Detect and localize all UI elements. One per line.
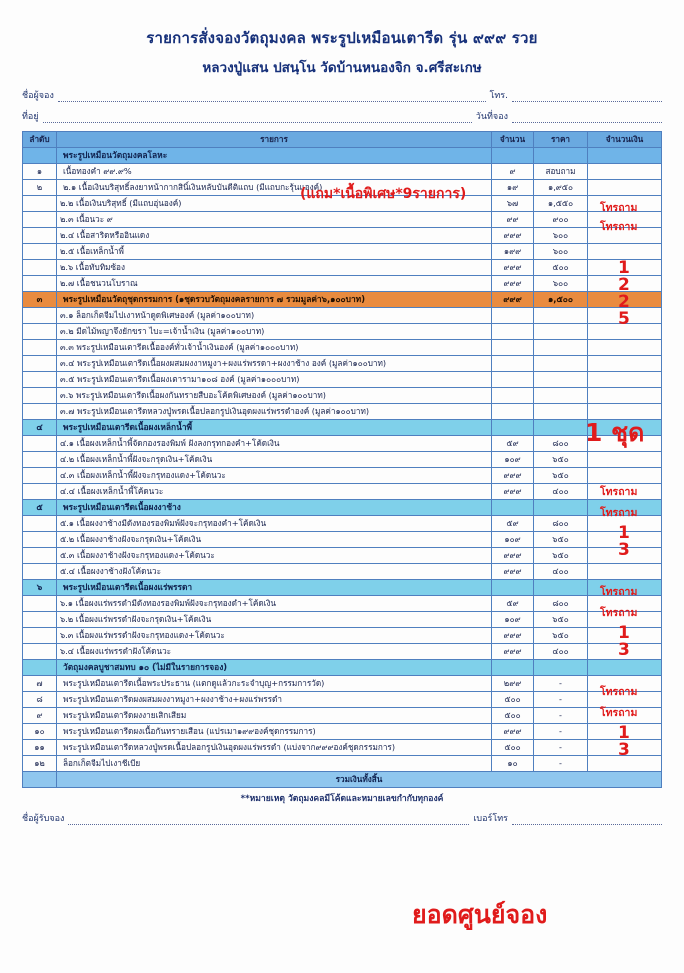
table-row <box>23 676 662 692</box>
row-qty <box>492 404 534 420</box>
row-qty: ๙๙๙ <box>492 564 534 580</box>
row-no <box>23 148 57 164</box>
row-item: ๓.๕ พระรูปเหมือนเตารีดเนื้อผงเตารามา๑๐๘ องค์ (มูลค่า๑๐๐๐บาท) <box>57 372 492 388</box>
order-table <box>22 131 662 788</box>
row-price: สอบถาม <box>534 164 588 180</box>
row-qty: ๙๙๙ <box>492 260 534 276</box>
row-qty <box>492 356 534 372</box>
row-amount[interactable] <box>588 740 662 756</box>
row-amount[interactable] <box>588 612 662 628</box>
table-row <box>23 452 662 468</box>
row-price: ๑,๕๕๐ <box>534 196 588 212</box>
row-item: ๒.๕ เนื้อเหล็กน้ำพี้ <box>57 244 492 260</box>
call-annotation-2: โทรถาม <box>600 221 638 233</box>
row-price: ๘๐๐ <box>534 596 588 612</box>
row-item: ๓.๔ พระรูปเหมือนเตารีดเนื้อผงผสมผงงาหมูงา+ผงแร่พรรดา+ผงงาช้าง องค์ (มูลค่า๑๐๐บาท) <box>57 356 492 372</box>
row-item: ๕.๑ เนื้อผงงาช้างมีดังทองรองพิมพ์ฝังจะกรุทองคำ+โค้ดเงิน <box>57 516 492 532</box>
row-item: ๓.๖ พระรูปเหมือนเตารีดเนื้อผงกันทรายสืบอะโค้ดพิเศษองค์ (มูลค่า๑๐๐บาท) <box>57 388 492 404</box>
row-price: - <box>534 692 588 708</box>
row-no <box>23 196 57 212</box>
row-no <box>23 516 57 532</box>
row-qty: ๑๐๙ <box>492 452 534 468</box>
table-row <box>23 660 662 676</box>
row-item: ๖.๓ เนื้อผงแร่พรรดำฝังจะกรุทองแดง+โค้ดนวะ <box>57 628 492 644</box>
row-amount[interactable] <box>588 676 662 692</box>
row-item: ๒.๖ เนื้อทับทิมซ้อง <box>57 260 492 276</box>
row-price <box>534 580 588 596</box>
call-annotation-4: โทรถาม <box>600 507 638 519</box>
date-label: วันที่จอง <box>475 112 508 122</box>
name-row <box>22 88 662 102</box>
table-row <box>23 692 662 708</box>
table-row <box>23 164 662 180</box>
row-amount[interactable] <box>588 468 662 484</box>
row-price: ๘๐๐ <box>534 436 588 452</box>
row-item: พระรูปเหมือนเตารีดผงงายเสิกเสียม <box>57 708 492 724</box>
total-label: รวมเงินทั้งสิ้น <box>57 772 662 788</box>
table-row <box>23 260 662 276</box>
qty-annotation-3b: 3 <box>618 640 630 660</box>
date-input[interactable] <box>512 112 662 123</box>
row-item: ๕.๒ เนื้อผงงาช้างฝังจะกรุดเงิน+โค้ดเงิน <box>57 532 492 548</box>
row-item: ๕.๓ เนื้อผงงาช้างฝังจะกรุทองแดง+โค้ดนวะ <box>57 548 492 564</box>
row-no <box>23 276 57 292</box>
table-row <box>23 724 662 740</box>
row-qty <box>492 580 534 596</box>
row-no <box>23 484 57 500</box>
row-no <box>23 388 57 404</box>
table-row <box>23 564 662 580</box>
row-no <box>23 260 57 276</box>
table-row <box>23 388 662 404</box>
table-header-row <box>23 132 662 148</box>
tel-label: โทร. <box>489 91 508 101</box>
row-price <box>534 420 588 436</box>
row-amount[interactable] <box>588 708 662 724</box>
table-row <box>23 708 662 724</box>
row-qty: ๑๐ <box>492 756 534 772</box>
row-price <box>534 308 588 324</box>
row-amount[interactable] <box>588 596 662 612</box>
row-amount[interactable] <box>588 340 662 356</box>
row-amount[interactable] <box>588 640 662 660</box>
row-amount[interactable] <box>588 516 662 532</box>
table-row <box>23 628 662 644</box>
row-item: ๕.๔ เนื้อผงงาช้างฝังโค้ดนวะ <box>57 564 492 580</box>
table-row <box>23 308 662 324</box>
receiver-row <box>22 811 662 825</box>
col-price: ราคา <box>534 132 588 148</box>
row-no <box>23 308 57 324</box>
row-qty: ๙๙ <box>492 212 534 228</box>
row-qty: ๕๙ <box>492 436 534 452</box>
row-qty: ๕๙ <box>492 516 534 532</box>
row-qty: ๙๙๙ <box>492 548 534 564</box>
row-price <box>534 372 588 388</box>
row-qty: ๒๙๙ <box>492 676 534 692</box>
row-no <box>23 244 57 260</box>
qty-annotation-3c: 3 <box>618 740 630 760</box>
table-row <box>23 612 662 628</box>
row-item: ๔.๒ เนื้อผงเหล็กน้ำพี้ฝังจะกรุดเงิน+โค้ดเงิน <box>57 452 492 468</box>
qty-annotation-1b: 1 <box>618 523 630 543</box>
table-row <box>23 276 662 292</box>
row-no <box>23 436 57 452</box>
row-no <box>23 356 57 372</box>
row-qty <box>492 660 534 676</box>
row-price: - <box>534 740 588 756</box>
row-price <box>534 324 588 340</box>
table-row <box>23 772 662 788</box>
name-label: ชื่อผู้จอง <box>22 91 54 101</box>
table-row <box>23 436 662 452</box>
row-price: ๖๕๐ <box>534 612 588 628</box>
row-amount[interactable] <box>588 564 662 580</box>
row-amount[interactable] <box>588 196 662 212</box>
address-label: ที่อยู่ <box>22 112 39 122</box>
row-item: พระรูปเหมือนเตารีดเนื้อผงแร่พรรดา <box>57 580 492 596</box>
row-price: ๑,๕๐๐ <box>534 292 588 308</box>
row-qty: ๙๙๙ <box>492 628 534 644</box>
row-amount[interactable] <box>588 260 662 276</box>
meta-fields <box>22 88 662 123</box>
row-qty: ๖๗ <box>492 196 534 212</box>
row-amount[interactable] <box>588 244 662 260</box>
row-no: ๙ <box>23 708 57 724</box>
zero-total-annotation: ยอดศูนย์จอง <box>412 900 548 929</box>
row-amount[interactable] <box>588 660 662 676</box>
row-price: - <box>534 756 588 772</box>
row-item: ๖.๔ เนื้อผงแร่พรรดำฝังโค้ดนวะ <box>57 644 492 660</box>
row-item: ๔.๑ เนื้อผงเหล็กน้ำพี้จัดกองรองพิมพ์ ฝังลงกรุทกองคำ+โค้ดเงิน <box>57 436 492 452</box>
row-price <box>534 148 588 164</box>
row-item: ๔.๔ เนื้อผงเหล็กน้ำพี้โค้ดนวะ <box>57 484 492 500</box>
row-price: ๖๐๐ <box>534 244 588 260</box>
row-qty: ๙๙๙ <box>492 484 534 500</box>
row-qty: ๙๙๙ <box>492 292 534 308</box>
col-qty: จำนวน <box>492 132 534 148</box>
qty-annotation-1d: 1 <box>618 723 630 743</box>
table-row <box>23 404 662 420</box>
row-price <box>534 500 588 516</box>
row-no <box>23 644 57 660</box>
table-row <box>23 756 662 772</box>
row-amount[interactable] <box>588 484 662 500</box>
table-row <box>23 596 662 612</box>
table-row <box>23 228 662 244</box>
row-item: พระรูปเหมือนวัตถุชุดกรรมการ (๑ชุดรวบวัตถุมงคลรายการ ๗ รวมมูลค่า๖,๑๐๐บาท) <box>57 292 492 308</box>
row-item: เนื้อทองคำ ๙๙.๙% <box>57 164 492 180</box>
row-no <box>23 228 57 244</box>
row-price: ๕๐๐ <box>534 260 588 276</box>
row-no <box>23 324 57 340</box>
footnote: **หมายเหตุ วัตถุมงคลมีโค้ดและหมายเลขกำกับทุกองค์ <box>240 794 444 804</box>
row-no <box>23 772 57 788</box>
row-price <box>534 660 588 676</box>
row-no <box>23 468 57 484</box>
call-annotation-7: โทรถาม <box>600 686 638 698</box>
row-price: ๑,๙๕๐ <box>534 180 588 196</box>
row-no: ๒ <box>23 180 57 196</box>
row-item: พระรูปเหมือนเตารีดเนื้อพระประธาน (แตกดูแล้วกะระจำบุญ+กรรมการวัด) <box>57 676 492 692</box>
row-no <box>23 564 57 580</box>
row-price: ๔๐๐ <box>534 484 588 500</box>
row-amount[interactable] <box>588 228 662 244</box>
row-no <box>23 452 57 468</box>
row-price: - <box>534 724 588 740</box>
row-no <box>23 372 57 388</box>
table-row <box>23 212 662 228</box>
row-item: ๒.๔ เนื้อสาริดหรืออินแดง <box>57 228 492 244</box>
table-row <box>23 484 662 500</box>
call-annotation-6: โทรถาม <box>600 607 638 619</box>
qty-annotation-5: 5 <box>618 309 630 329</box>
qty-annotation-3a: 3 <box>618 540 630 560</box>
row-price: ๔๐๐ <box>534 564 588 580</box>
row-amount[interactable] <box>588 580 662 596</box>
table-row <box>23 500 662 516</box>
row-qty <box>492 500 534 516</box>
table-row <box>23 340 662 356</box>
col-item: รายการ <box>57 132 492 148</box>
row-amount[interactable] <box>588 500 662 516</box>
row-price: ๖๕๐ <box>534 548 588 564</box>
row-qty: ๙ <box>492 164 534 180</box>
row-item: ๒.๗ เนื้อชนวนโบราณ <box>57 276 492 292</box>
row-price <box>534 356 588 372</box>
name-input[interactable] <box>58 91 486 102</box>
row-qty: ๑๐๙ <box>492 532 534 548</box>
row-qty: ๙๙๙ <box>492 276 534 292</box>
row-no: ๑๒ <box>23 756 57 772</box>
row-no <box>23 404 57 420</box>
row-qty <box>492 308 534 324</box>
row-qty: ๕๐๐ <box>492 740 534 756</box>
table-row <box>23 532 662 548</box>
row-price: ๖๐๐ <box>534 228 588 244</box>
table-row <box>23 548 662 564</box>
table-row <box>23 468 662 484</box>
call-annotation-3: โทรถาม <box>600 486 638 498</box>
table-body <box>23 148 662 788</box>
row-amount[interactable] <box>588 308 662 324</box>
row-price: ๘๐๐ <box>534 516 588 532</box>
row-amount[interactable] <box>588 388 662 404</box>
row-item: ๔.๓ เนื้อผงเหล็กน้ำพี้ฝังจะกรุทองแดง+โค้ดนวะ <box>57 468 492 484</box>
row-amount[interactable] <box>588 164 662 180</box>
row-item: พระรูปเหมือนเตารีดผงผสมผงงาหมูงา+ผงงาช้าง+ผงแร่พรรดำ <box>57 692 492 708</box>
row-no <box>23 612 57 628</box>
row-amount[interactable] <box>588 292 662 308</box>
row-qty: ๙๙๙ <box>492 228 534 244</box>
row-no <box>23 212 57 228</box>
col-no: ลำดับ <box>23 132 57 148</box>
row-amount[interactable] <box>588 723 662 743</box>
row-item: ๒.๒ เนื้อเงินบริสุทธิ์ (มีแถบอุ่นองค์) <box>57 196 492 212</box>
row-qty: ๙๙๙ <box>492 724 534 740</box>
row-no <box>23 340 57 356</box>
row-qty: ๙๙๙ <box>492 644 534 660</box>
set-annotation: 1 ชุด <box>585 418 645 447</box>
table-row <box>23 644 662 660</box>
row-item: พระรูปเหมือนเตารีดผงเนื้อกันทรายเสือน (แปรเมา๑๙๙องค์ชุดกรรมการ) <box>57 724 492 740</box>
row-no: ๘ <box>23 692 57 708</box>
tel-input[interactable] <box>512 91 662 102</box>
row-no <box>23 596 57 612</box>
row-qty <box>492 372 534 388</box>
call-annotation-8: โทรถาม <box>600 707 638 719</box>
page-subtitle: หลวงปู่แสน ปสนฺโน วัดบ้านหนองจิก จ.ศรีสะเกษ <box>202 60 482 76</box>
row-price: ๙๐๐ <box>534 212 588 228</box>
row-qty: ๙๙๙ <box>492 468 534 484</box>
row-no: ๖ <box>23 580 57 596</box>
row-price: ๖๐๐ <box>534 276 588 292</box>
row-item: ล็อกเก็ตจีมไปเงาชีเบีย <box>57 756 492 772</box>
row-item: วัตถุมงคลบูชาสมทบ ๑๐ (ไม่มีในรายการจอง) <box>57 660 492 676</box>
qty-annotation-2b: 2 <box>618 292 630 312</box>
row-qty: ๑๐๙ <box>492 612 534 628</box>
row-price: ๖๕๐ <box>534 628 588 644</box>
row-no: ๑๐ <box>23 724 57 740</box>
footer-tel-input[interactable] <box>512 814 662 825</box>
row-item: พระรูปเหมือนเตารีดเนื้อผงงาช้าง <box>57 500 492 516</box>
row-no: ๑๑ <box>23 740 57 756</box>
row-no: ๔ <box>23 420 57 436</box>
row-no: ๑ <box>23 164 57 180</box>
row-item: ๖.๑ เนื้อผงแร่พรรดำมีดังทองรองพิมพ์ฝังจะกรุทองดำ+โค้ดเงิน <box>57 596 492 612</box>
row-amount[interactable] <box>588 275 662 295</box>
row-price: - <box>534 676 588 692</box>
row-amount[interactable] <box>588 324 662 340</box>
row-no: ๕ <box>23 500 57 516</box>
row-price: ๖๕๐ <box>534 468 588 484</box>
footer-fields <box>22 811 662 825</box>
table-row <box>23 420 662 436</box>
row-qty <box>492 388 534 404</box>
row-amount[interactable] <box>588 180 662 196</box>
qty-annotation-1a: 1 <box>618 258 630 278</box>
table-row <box>23 740 662 756</box>
header-titles <box>22 26 662 78</box>
row-item: ๒.๑ เนื้อเงินบริสุทธิ์ลงยาหน้ากากสินิ์เงินหลับบันดีติแถบ (มีแถบกะรุ้นแองค์) <box>57 180 492 196</box>
row-price: - <box>534 708 588 724</box>
row-price: ๖๕๐ <box>534 532 588 548</box>
receiver-label: ชื่อผู้รับจอง <box>22 814 65 824</box>
row-amount[interactable] <box>588 212 662 228</box>
row-qty: ๕๙ <box>492 596 534 612</box>
row-amount[interactable] <box>588 532 662 548</box>
row-qty <box>492 148 534 164</box>
promo-annotation: (แถม*เนื้อพิเศษ*9รายการ) <box>300 186 467 202</box>
address-input[interactable] <box>43 112 472 123</box>
row-amount[interactable] <box>588 372 662 388</box>
row-no <box>23 532 57 548</box>
row-price <box>534 404 588 420</box>
footer-tel-label: เบอร์โทร <box>473 814 508 824</box>
row-qty <box>492 340 534 356</box>
row-item: ๓.๗ พระรูปเหมือนเตารีดหลวงปู่พรดเนื้อปลอกรูปเงินอุดผงแร่พรรดำองค์ (มูลค่า๑๐๐บาท) <box>57 404 492 420</box>
table-row <box>23 324 662 340</box>
page-title: รายการสั่งจองวัตถุมงคล พระรูปเหมือนเตารีด รุ่น ๙๙๙ รวย <box>146 29 538 47</box>
col-amount: จำนวนเงิน <box>588 132 662 148</box>
row-amount[interactable] <box>588 548 662 564</box>
row-qty <box>492 420 534 436</box>
call-annotation-5: โทรถาม <box>600 586 638 598</box>
row-no <box>23 548 57 564</box>
table-row <box>23 292 662 308</box>
row-qty: ๑๙๙ <box>492 244 534 260</box>
table-row <box>23 580 662 596</box>
row-item: พระรูปเหมือนเตารีดหลวงปู่พรดเนื้อปลอกรูปเงินอุดผงแร่พรรดำ (แบ่งจาก๙๙๙องค์ชุดกรรมการ) <box>57 740 492 756</box>
table-row <box>23 356 662 372</box>
row-amount[interactable] <box>588 148 662 164</box>
row-no <box>23 628 57 644</box>
row-qty: ๕๐๐ <box>492 692 534 708</box>
row-item: ๓.๓ พระรูปเหมือนเตารีดเนื้อองค์ทั่วเจ้าน้ำเงินองค์ (มูลค่า๑๐๐๐บาท) <box>57 340 492 356</box>
call-annotation-1: โทรถาม <box>600 202 638 214</box>
table-row <box>23 372 662 388</box>
row-item: ๓.๑ ล็อกเก็ตจีมไปเงาหน้าดูดพิเศษองค์ (มูลค่า๑๐๐บาท) <box>57 308 492 324</box>
row-no: ๗ <box>23 676 57 692</box>
row-no: ๓ <box>23 292 57 308</box>
row-price <box>534 340 588 356</box>
row-qty: ๑๙ <box>492 180 534 196</box>
row-amount[interactable] <box>588 452 662 468</box>
row-item: ๒.๓ เนื้อนวะ ๙ <box>57 212 492 228</box>
row-item: ๖.๒ เนื้อผงแร่พรรดำฝังจะกรุดเงิน+โค้ดเงิน <box>57 612 492 628</box>
qty-annotation-1c: 1 <box>618 623 630 643</box>
row-qty <box>492 324 534 340</box>
address-row <box>22 109 662 123</box>
row-item: พระรูปเหมือนวัตถุมงคลโลหะ <box>57 148 492 164</box>
table-row <box>23 148 662 164</box>
row-amount[interactable] <box>588 692 662 708</box>
receiver-input[interactable] <box>68 814 469 825</box>
qty-annotation-2a: 2 <box>618 275 630 295</box>
row-item: พระรูปเหมือนเตารีดเนื้อผงเหล็กน้ำพี้ <box>57 420 492 436</box>
row-amount[interactable] <box>588 628 662 644</box>
table-row <box>23 516 662 532</box>
row-price: ๔๐๐ <box>534 644 588 660</box>
row-amount[interactable] <box>588 356 662 372</box>
row-amount[interactable] <box>588 756 662 772</box>
table-row <box>23 244 662 260</box>
row-price: ๖๕๐ <box>534 452 588 468</box>
row-qty: ๕๐๐ <box>492 708 534 724</box>
row-price <box>534 388 588 404</box>
row-item: ๓.๒ มีดไม้พญาจึงยักขรา ไบะ=เจ้าน้ำเงิน (มูลค่า๑๐๐บาท) <box>57 324 492 340</box>
row-no <box>23 660 57 676</box>
